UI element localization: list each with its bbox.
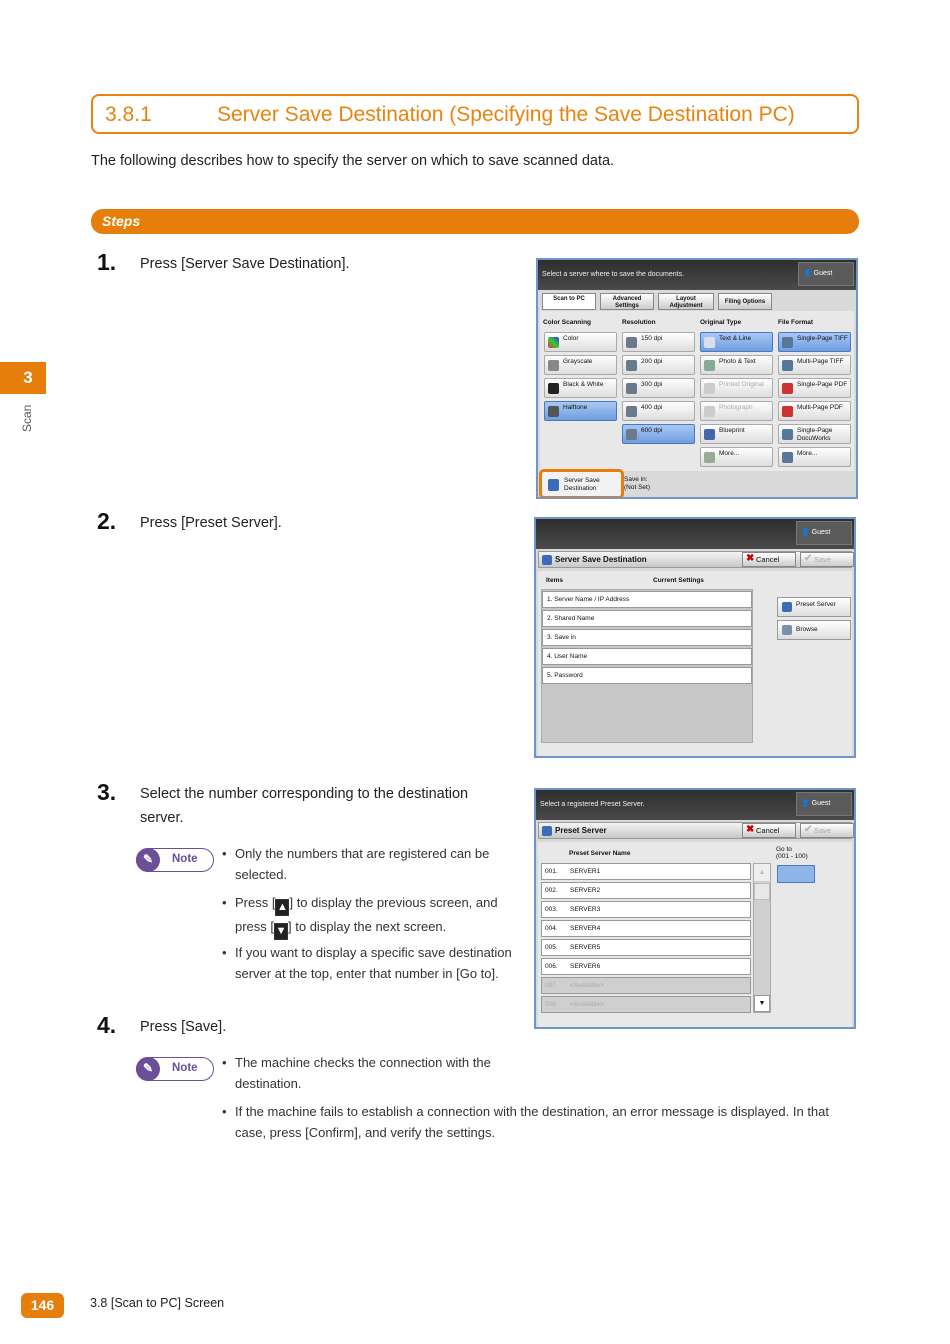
server-name: SERVER1 — [570, 868, 601, 875]
chapter-tab: 3 — [0, 362, 46, 394]
option-label: Grayscale — [563, 358, 593, 365]
original-type-option[interactable] — [700, 378, 773, 398]
save-in-value: (Not Set) — [624, 484, 651, 491]
color-option[interactable] — [544, 355, 617, 375]
tab-advanced-settings[interactable]: Advanced Settings — [600, 293, 654, 310]
resolution-option[interactable] — [622, 332, 695, 352]
section-title-box — [91, 94, 859, 134]
original-type-option[interactable] — [700, 447, 773, 467]
scroll-down-button[interactable]: ▼ — [754, 995, 770, 1012]
screen-header — [538, 260, 856, 290]
button-label: Preset Server — [796, 601, 836, 608]
server-name: SERVER2 — [570, 887, 601, 894]
row-number: 004. — [545, 925, 558, 932]
option-label: Blueprint — [719, 427, 745, 434]
row-number: 002. — [545, 887, 558, 894]
color-option[interactable] — [544, 332, 617, 352]
check-icon: ✔ — [804, 553, 813, 564]
preset-server-button[interactable] — [777, 597, 851, 617]
close-icon: ✖ — [746, 824, 755, 835]
scroll-thumb[interactable] — [754, 883, 770, 900]
option-label: 200 dpi — [641, 358, 663, 365]
note-text: ] to display the next screen. — [288, 919, 447, 934]
server-name: <Available> — [570, 1001, 604, 1008]
file-format-option[interactable] — [778, 355, 851, 375]
option-label: Text & Line — [719, 335, 752, 342]
goto-input[interactable] — [777, 865, 815, 883]
note-badge — [136, 1057, 214, 1081]
goto-range: (001 - 100) — [776, 853, 808, 860]
server-icon — [548, 479, 559, 491]
row-number: 007. — [545, 982, 558, 989]
table-row[interactable] — [541, 958, 751, 975]
note-text: Press [ — [235, 895, 276, 910]
resolution-option[interactable] — [622, 378, 695, 398]
row-number: 006. — [545, 963, 558, 970]
option-label: 300 dpi — [641, 381, 663, 388]
option-label: Multi-Page PDF — [797, 404, 843, 411]
option-label: Single-Page TIFF — [797, 335, 848, 342]
footer-text: 3.8 [Scan to PC] Screen — [90, 1296, 225, 1310]
screenshot-scan-to-pc — [536, 258, 858, 499]
server-name: SERVER6 — [570, 963, 601, 970]
goto-title: Go to — [776, 846, 792, 853]
server-icon — [542, 826, 552, 836]
save-button[interactable] — [800, 823, 854, 838]
option-label: 400 dpi — [641, 404, 663, 411]
column-header: Preset Server Name — [569, 850, 631, 857]
option-label: Photograph — [719, 404, 753, 411]
goto-label — [776, 846, 808, 860]
step-number: 3. — [97, 779, 117, 805]
server-icon — [542, 555, 552, 565]
cancel-button[interactable] — [742, 552, 796, 567]
screen-header — [536, 519, 854, 549]
list-item[interactable]: 2. Shared Name — [542, 610, 752, 627]
note-item — [235, 892, 520, 940]
section-title: Server Save Destination (Specifying the Save Destination PC) — [217, 103, 795, 126]
page-number: 146 — [21, 1293, 64, 1318]
option-label: Color — [563, 335, 579, 342]
option-label: 600 dpi — [641, 427, 663, 434]
resolution-option[interactable] — [622, 401, 695, 421]
option-label: Halftone — [563, 404, 588, 411]
original-type-option[interactable] — [700, 424, 773, 444]
list-item[interactable]: 1. Server Name / IP Address — [542, 591, 752, 608]
table-row[interactable] — [541, 977, 751, 994]
list-item[interactable]: 5. Password — [542, 667, 752, 684]
browse-button[interactable] — [777, 620, 851, 640]
option-label: Printed Original — [719, 381, 764, 388]
step-number: 2. — [97, 508, 117, 534]
resolution-option[interactable] — [622, 424, 695, 444]
row-number: 008. — [545, 1001, 558, 1008]
resolution-option[interactable] — [622, 355, 695, 375]
screen-message: Select a server where to save the documents. — [542, 271, 685, 278]
intro-text: The following describes how to specify the server on which to save scanned data. — [91, 153, 615, 169]
note-label: Note — [172, 1062, 198, 1074]
guest-label: Guest — [813, 270, 833, 277]
chapter-label: Scan — [20, 404, 34, 432]
up-arrow-icon: ▲ — [275, 899, 289, 916]
guest-button[interactable]: 👤 Guest — [796, 792, 852, 816]
file-format-option[interactable] — [778, 332, 851, 352]
file-format-option[interactable] — [778, 378, 851, 398]
button-label: Cancel — [756, 555, 780, 564]
column-header: Resolution — [622, 319, 656, 326]
table-row[interactable] — [541, 901, 751, 918]
button-label: Save — [814, 555, 832, 564]
scroll-up-button[interactable]: ▲ — [754, 864, 770, 881]
column-header: Items — [546, 577, 563, 584]
step-number: 4. — [97, 1012, 117, 1038]
note-label: Note — [172, 853, 198, 865]
option-label: More... — [719, 450, 740, 457]
option-label: Single-Page DocuWorks — [797, 427, 833, 442]
server-icon — [782, 602, 792, 612]
note-item: • If the machine fails to establish a connection with the destination, an error message is displayed. In that case, press [Confirm], and verify the settings. — [235, 1101, 860, 1143]
original-type-option[interactable] — [700, 355, 773, 375]
server-name: SERVER3 — [570, 906, 601, 913]
pencil-icon: ✎ — [136, 1057, 160, 1081]
close-icon: ✖ — [746, 553, 755, 564]
save-in-status — [624, 476, 650, 492]
screen-title: Server Save Destination — [555, 555, 647, 564]
folder-icon — [782, 625, 792, 635]
tab-filing-options[interactable]: Filing Options — [718, 293, 772, 310]
table-row[interactable] — [541, 882, 751, 899]
step-text: Press [Save]. — [140, 1019, 227, 1035]
file-format-option[interactable] — [778, 424, 851, 444]
column-header: Original Type — [700, 319, 742, 326]
check-icon: ✔ — [804, 824, 813, 835]
guest-label: Guest — [811, 529, 831, 536]
pencil-icon: ✎ — [136, 848, 160, 872]
table-row[interactable] — [541, 863, 751, 880]
screen-header — [536, 790, 854, 820]
option-label: Multi-Page TIFF — [797, 358, 844, 365]
file-format-option[interactable] — [778, 447, 851, 467]
server-name: <Available> — [570, 982, 604, 989]
row-number: 001. — [545, 868, 558, 875]
list-item[interactable]: 3. Save in — [542, 629, 752, 646]
screenshot-server-save-destination — [534, 517, 856, 758]
guest-label: Guest — [811, 800, 831, 807]
original-type-option[interactable] — [700, 401, 773, 421]
server-save-destination-button[interactable] — [539, 469, 624, 499]
note-badge — [136, 848, 214, 872]
step-text: Select the number corresponding to the destination server. — [140, 786, 469, 826]
note-item: • The machine checks the connection with the destination. — [235, 1052, 525, 1094]
option-label: Single-Page PDF — [797, 381, 848, 388]
screen-message: Select a registered Preset Server. — [540, 801, 645, 808]
option-label: Photo & Text — [719, 358, 756, 365]
screen-title: Preset Server — [555, 826, 607, 835]
table-row[interactable] — [541, 996, 751, 1013]
step-text: Press [Server Save Destination]. — [140, 256, 350, 272]
down-arrow-icon: ▼ — [274, 923, 288, 940]
section-number: 3.8.1 — [105, 103, 152, 126]
server-name: SERVER5 — [570, 944, 601, 951]
tab-scan-to-pc[interactable]: Scan to PC — [542, 293, 596, 310]
tab-layout-adjustment[interactable]: Layout Adjustment — [658, 293, 714, 310]
save-button[interactable] — [800, 552, 854, 567]
button-label: Save — [814, 826, 832, 835]
server-name: SERVER4 — [570, 925, 601, 932]
row-number: 005. — [545, 944, 558, 951]
option-label: Black & White — [563, 381, 604, 388]
button-label: Browse — [796, 626, 818, 633]
option-label: 150 dpi — [641, 335, 663, 342]
button-label: Server Save Destination — [564, 477, 600, 492]
steps-heading: Steps — [91, 209, 859, 234]
step-number: 1. — [97, 249, 117, 275]
color-option[interactable] — [544, 378, 617, 398]
option-label: More... — [797, 450, 818, 457]
save-in-label: Save in: — [624, 476, 648, 483]
row-number: 003. — [545, 906, 558, 913]
file-format-option[interactable] — [778, 401, 851, 421]
list-item[interactable]: 4. User Name — [542, 648, 752, 665]
color-option[interactable] — [544, 401, 617, 421]
column-header: Current Settings — [653, 577, 704, 584]
column-header: File Format — [778, 319, 814, 326]
note-item: • Only the numbers that are registered can be selected. — [235, 843, 520, 885]
column-header: Color Scanning — [543, 319, 592, 326]
screenshot-preset-server — [534, 788, 856, 1029]
table-row[interactable] — [541, 920, 751, 937]
note-item: • If you want to display a specific save destination server at the top, enter that number in [Go to]. — [235, 942, 525, 984]
guest-button[interactable]: 👤 Guest — [796, 521, 852, 545]
step-text: Press [Preset Server]. — [140, 515, 282, 531]
guest-button[interactable]: 👤 Guest — [798, 262, 854, 286]
button-label: Cancel — [756, 826, 780, 835]
table-row[interactable] — [541, 939, 751, 956]
original-type-option[interactable] — [700, 332, 773, 352]
cancel-button[interactable] — [742, 823, 796, 838]
note-text: ] to display the previous screen, and press [ — [235, 895, 498, 934]
